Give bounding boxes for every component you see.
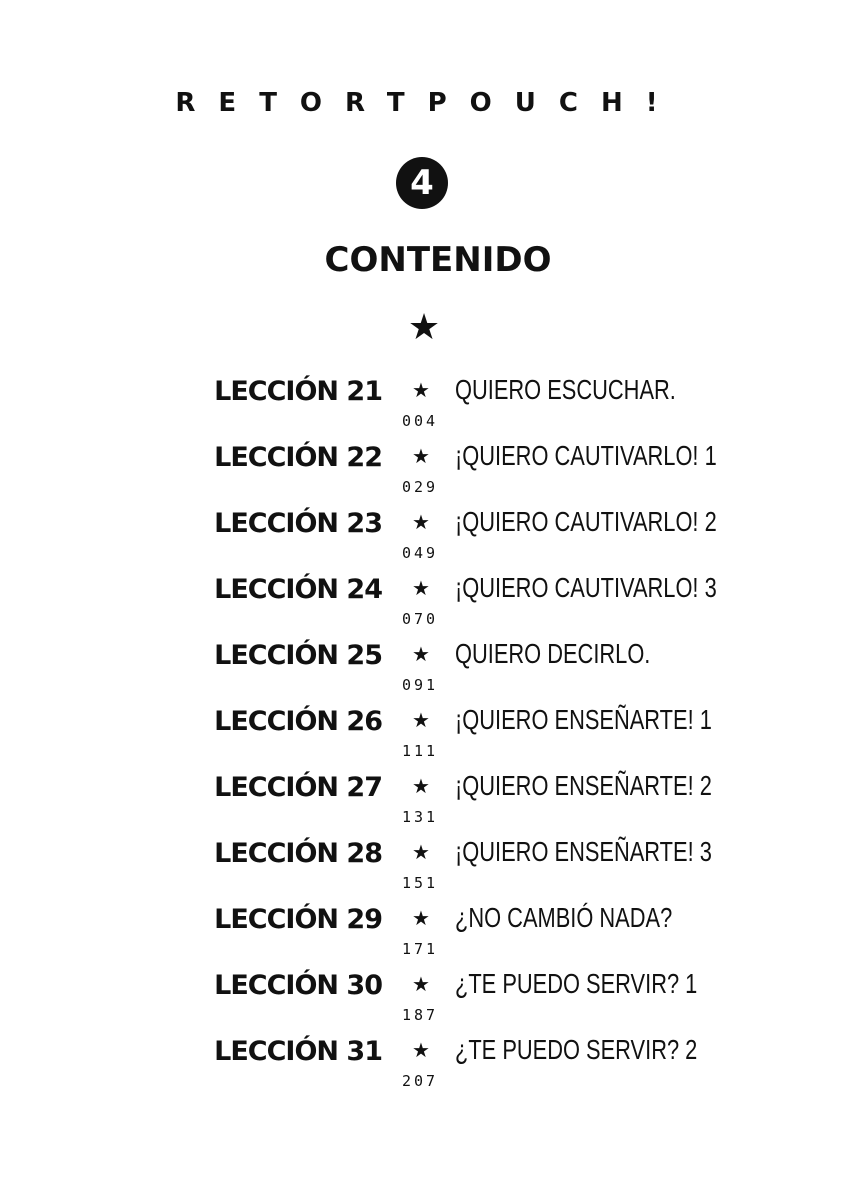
chapter-title: ¡QUIERO CAUTIVARLO! 3 <box>455 572 717 603</box>
page-number: 070 <box>402 610 439 628</box>
star-icon: ★ <box>412 708 430 732</box>
page-number: 004 <box>402 412 439 430</box>
lesson-label: LECCIÓN 26 <box>214 706 382 737</box>
lesson-label: LECCIÓN 25 <box>214 640 382 671</box>
star-icon: ★ <box>412 840 430 864</box>
toc-entry-27[interactable] <box>0 768 844 834</box>
volume-number-badge: 4 <box>396 157 448 209</box>
page-number: 049 <box>402 544 439 562</box>
star-icon: ★ <box>412 444 430 468</box>
page-number: 029 <box>402 478 439 496</box>
page-number: 207 <box>402 1072 439 1090</box>
chapter-title: QUIERO ESCUCHAR. <box>455 374 676 405</box>
star-icon: ★ <box>412 642 430 666</box>
lesson-label: LECCIÓN 29 <box>214 904 382 935</box>
lesson-label: LECCIÓN 31 <box>214 1036 382 1067</box>
page-number: 131 <box>402 808 439 826</box>
toc-entry-30[interactable] <box>0 966 844 1032</box>
chapter-title: ¿TE PUEDO SERVIR? 1 <box>455 968 698 999</box>
lesson-label: LECCIÓN 28 <box>214 838 382 869</box>
chapter-title: ¡QUIERO ENSEÑARTE! 2 <box>455 770 712 801</box>
lesson-label: LECCIÓN 23 <box>214 508 382 539</box>
lesson-label: LECCIÓN 30 <box>214 970 382 1001</box>
chapter-title: QUIERO DECIRLO. <box>455 638 651 669</box>
toc-entry-24[interactable] <box>0 570 844 636</box>
toc-entry-23[interactable] <box>0 504 844 570</box>
toc-entry-22[interactable] <box>0 438 844 504</box>
toc-entry-29[interactable] <box>0 900 844 966</box>
star-icon: ★ <box>412 378 430 402</box>
chapter-title: ¿TE PUEDO SERVIR? 2 <box>455 1034 698 1065</box>
star-icon: ★ <box>412 1038 430 1062</box>
toc-entry-21[interactable] <box>0 372 844 438</box>
star-icon: ★ <box>412 774 430 798</box>
lesson-label: LECCIÓN 27 <box>214 772 382 803</box>
contents-heading: CONTENIDO <box>324 240 552 280</box>
chapter-title: ¡QUIERO CAUTIVARLO! 2 <box>455 506 717 537</box>
chapter-title: ¿NO CAMBIÓ NADA? <box>455 902 673 933</box>
page-number: 151 <box>402 874 439 892</box>
star-icon: ★ <box>407 307 441 348</box>
lesson-label: LECCIÓN 22 <box>214 442 382 473</box>
series-title: RETORTPOUCH! <box>175 88 681 118</box>
page-number: 111 <box>402 742 439 760</box>
lesson-label: LECCIÓN 21 <box>214 376 382 407</box>
page-number: 187 <box>402 1006 439 1024</box>
toc-entry-31[interactable] <box>0 1032 844 1098</box>
star-icon: ★ <box>412 510 430 534</box>
page-number: 171 <box>402 940 439 958</box>
toc-entry-26[interactable] <box>0 702 844 768</box>
toc-entry-25[interactable] <box>0 636 844 702</box>
chapter-title: ¡QUIERO CAUTIVARLO! 1 <box>455 440 717 471</box>
star-icon: ★ <box>412 906 430 930</box>
star-icon: ★ <box>412 972 430 996</box>
page-number: 091 <box>402 676 439 694</box>
chapter-title: ¡QUIERO ENSEÑARTE! 3 <box>455 836 712 867</box>
table-of-contents <box>0 372 844 1098</box>
chapter-title: ¡QUIERO ENSEÑARTE! 1 <box>455 704 712 735</box>
toc-entry-28[interactable] <box>0 834 844 900</box>
star-icon: ★ <box>412 576 430 600</box>
lesson-label: LECCIÓN 24 <box>214 574 382 605</box>
